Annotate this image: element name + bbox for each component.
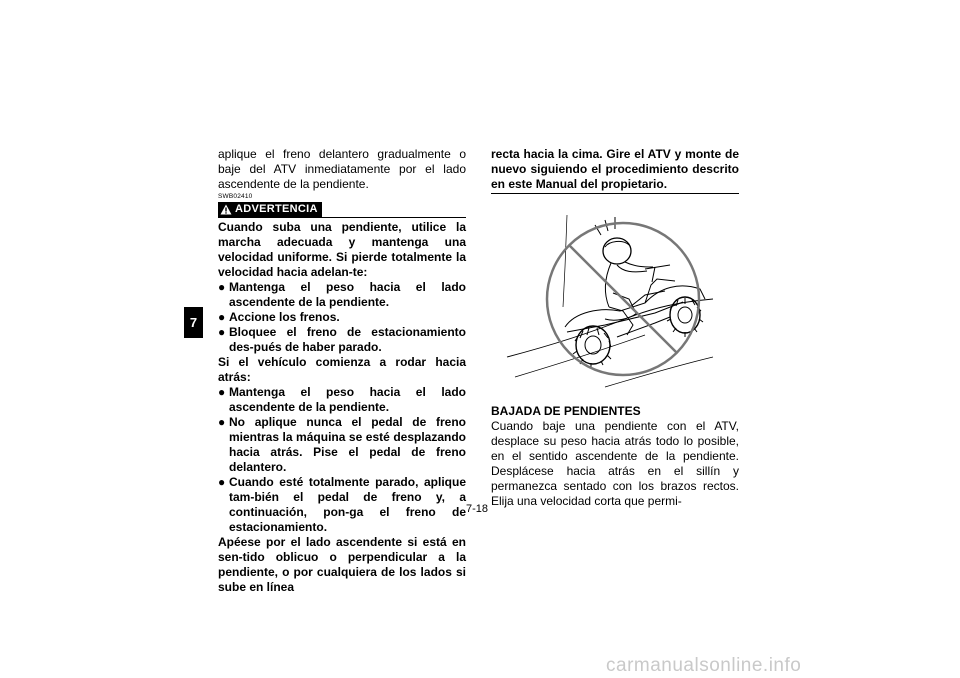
right-column — [491, 147, 739, 194]
bullet-icon: ● — [218, 385, 226, 399]
bullet-icon: ● — [218, 310, 226, 324]
warning-paragraph-1: Cuando suba una pendiente, utilice la marcha adecuada y mantenga una velocidad uniforme. Si pierde totalmente la velocidad hacia adelan-te: — [218, 220, 466, 279]
warning-paragraph-3: Apéese por el lado ascendente si está en sen-tido oblicuo o perpendicular a la pendiente, o por cualquiera de los lados si sube en línea — [218, 535, 466, 594]
warning-rule — [218, 217, 466, 218]
bullet-icon: ● — [218, 280, 226, 294]
chapter-tab — [184, 307, 203, 338]
bullet-icon: ● — [218, 325, 226, 339]
list-item: ● Bloquee el freno de estacionamiento des-pués de haber parado. — [218, 325, 466, 354]
warning-label: ADVERTENCIA — [235, 203, 318, 215]
left-column — [218, 147, 466, 595]
warning-continuation: recta hacia la cima. Gire el ATV y monte de nuevo siguiendo el procedimiento descrito en este Manual del propietario. — [491, 147, 739, 191]
list-item: ● Cuando esté totalmente parado, aplique tam-bién el pedal de freno y, a continuación, pon-ga el freno de estacionamiento. — [218, 475, 466, 534]
page-number: 7-18 — [466, 503, 489, 515]
bullet-list-1 — [218, 280, 466, 355]
chapter-tab-number: 7 — [189, 315, 198, 330]
list-item: ● Mantenga el peso hacia el lado ascendente de la pendiente. — [218, 385, 466, 414]
bullet-list-2 — [218, 385, 466, 535]
warning-triangle-icon — [220, 204, 232, 215]
bullet-icon: ● — [218, 475, 226, 489]
warning-paragraph-2: Si el vehículo comienza a rodar hacia atrás: — [218, 355, 466, 384]
list-item: ● Mantenga el peso hacia el lado ascendente de la pendiente. — [218, 280, 466, 309]
warning-end-rule — [491, 193, 739, 194]
warning-badge — [218, 202, 322, 217]
watermark: carmanualsonline.info — [606, 655, 802, 676]
warning-code: SWB02410 — [218, 193, 253, 200]
warning-header — [218, 202, 466, 218]
bullet-icon: ● — [218, 415, 226, 429]
prohibited-atv-climb-illustration — [505, 207, 715, 392]
section-title: BAJADA DE PENDIENTES — [491, 404, 641, 418]
list-item: ● No aplique nunca el pedal de freno mientras la máquina se esté desplazando hacia atrás. Pise el pedal de freno delantero. — [218, 415, 466, 474]
section-body — [491, 419, 739, 509]
section-paragraph: Cuando baje una pendiente con el ATV, desplace su peso hacia atrás todo lo posible, en el sentido ascendente de la pendiente. Desplácese hacia atrás en el sillín y permanezca sentado con los brazos rectos. Elija una velocidad corta que permi- — [491, 419, 739, 508]
list-item: ● Accione los frenos. — [218, 310, 340, 324]
intro-paragraph: aplique el freno delantero gradualmente o baje del ATV inmediatamente por el lado ascendente de la pendiente. — [218, 147, 466, 191]
